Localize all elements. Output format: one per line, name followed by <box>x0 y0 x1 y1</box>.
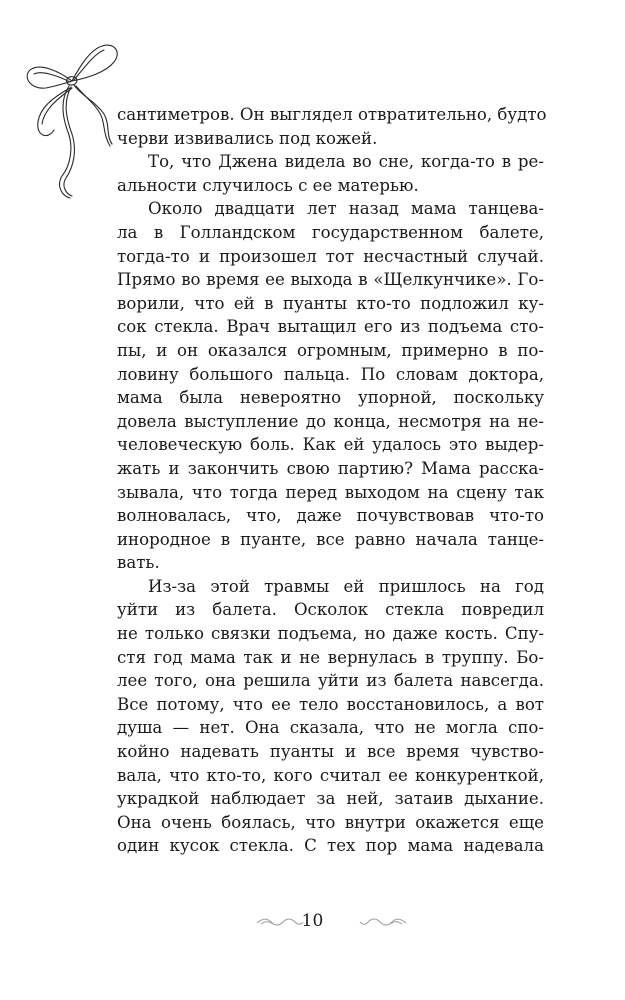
text-line: Все потому, что ее тело восстановилось, а вот <box>117 694 544 714</box>
text-line: ворили, что ей в пуанты кто-то подложил ку- <box>117 293 544 313</box>
text-line: вать. <box>117 553 160 573</box>
text-line: довела выступление до конца, несмотря на не- <box>117 411 544 431</box>
text-line: человеческую боль. Как ей удалось это выдер- <box>117 435 544 455</box>
text-line: сантиметров. Он выглядел отвратительно, будто <box>117 105 547 124</box>
text-line: инородное в пуанте, все равно начала танце- <box>117 529 544 549</box>
right-ornament-icon <box>358 916 408 928</box>
text-line: уйти из балета. Осколок стекла повредил <box>117 600 544 620</box>
text-line: один кусок стекла. С тех пор мама надевала <box>117 836 544 856</box>
text-line: Она очень боялась, что внутри окажется еще <box>117 812 544 832</box>
text-line: душа — нет. Она сказала, что не могла спо- <box>117 718 544 738</box>
text-line: украдкой наблюдает за ней, затаив дыхание. <box>117 789 544 809</box>
text-line: лее того, она решила уйти из балета навсегда. <box>117 671 544 691</box>
text-line: То, что Джена видела во сне, когда-то в ре- <box>148 152 544 172</box>
text-line: Из-за этой травмы ей пришлось на год <box>148 576 544 596</box>
text-line: зывала, что тогда перед выходом на сцену так <box>117 482 544 502</box>
text-line: Прямо во время ее выхода в «Щелкунчике». Го- <box>117 270 544 290</box>
text-line: пы, и он оказался огромным, примерно в по- <box>117 340 544 360</box>
text-line: вала, что кто-то, кого считал ее конкуренткой, <box>117 765 544 785</box>
text-line: ловину большого пальца. По словам доктора, <box>117 364 544 384</box>
text-line: койно надевать пуанты и все время чувство- <box>117 742 544 762</box>
page-number: 10 <box>301 911 324 931</box>
text-line: сок стекла. Врач вытащил его из подъема сто- <box>117 317 544 337</box>
text-line: волновалась, что, даже почувствовав что-то <box>117 506 544 526</box>
text-line: стя год мама так и не вернулась в труппу. Бо- <box>117 647 544 667</box>
text-line: мама была невероятно упорной, поскольку <box>117 388 544 408</box>
body-text <box>117 103 547 858</box>
page-footer <box>0 908 625 938</box>
text-line: ла в Голландском государственном балете, <box>117 222 544 242</box>
text-line: черви извивались под кожей. <box>117 128 378 148</box>
text-line: тогда-то и произошел тот несчастный случай. <box>117 246 544 266</box>
text-line: Около двадцати лет назад мама танцева- <box>148 199 544 219</box>
text-line: альности случилось с ее матерью. <box>117 175 419 195</box>
text-line: жать и закончить свою партию? Мама расска- <box>117 458 544 478</box>
text-line: не только связки подъема, но даже кость. Спу- <box>117 624 544 644</box>
